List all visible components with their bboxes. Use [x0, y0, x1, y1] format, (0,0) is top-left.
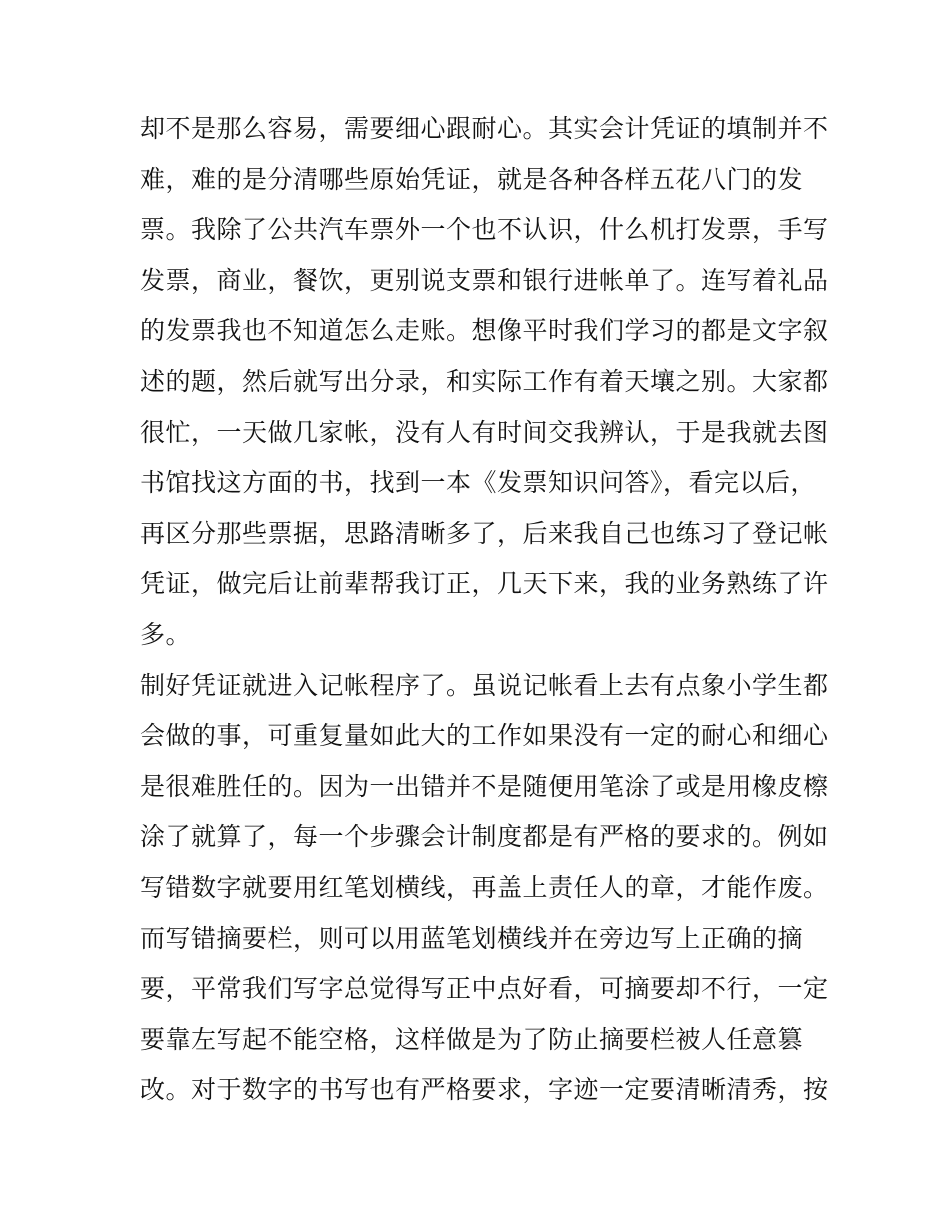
text-line: 述的题，然后就写出分录，和实际工作有着天壤之别。大家都: [140, 366, 829, 396]
text-line: 很忙，一天做几家帐，没有人有时间交我辨认，于是我就去图: [140, 417, 829, 447]
text-line: 再区分那些票据，思路清晰多了，后来我自己也练习了登记帐: [140, 518, 829, 548]
text-line: 发票，商业，餐饮，更别说支票和银行进帐单了。连写着礼品: [140, 265, 829, 295]
body-text: [140, 104, 830, 1116]
text-line: 却不是那么容易，需要细心跟耐心。其实会计凭证的填制并不: [140, 114, 829, 143]
text-line: 凭证，做完后让前辈帮我订正，几天下来，我的业务熟练了许: [140, 569, 829, 599]
text-line: 制好凭证就进入记帐程序了。虽说记帐看上去有点象小学生都: [140, 670, 829, 700]
text-line: 票。我除了公共汽车票外一个也不认识，什么机打发票，手写: [140, 215, 829, 245]
text-line: 要靠左写起不能空格，这样做是为了防止摘要栏被人任意篡: [140, 1024, 804, 1054]
text-line: 而写错摘要栏，则可以用蓝笔划横线并在旁边写上正确的摘: [140, 923, 804, 953]
text-line: 难，难的是分清哪些原始凭证，就是各种各样五花八门的发: [140, 164, 804, 194]
text-line: 多。: [140, 619, 192, 649]
text-line: 会做的事，可重复量如此大的工作如果没有一定的耐心和细心: [140, 721, 829, 751]
text-line: 改。对于数字的书写也有严格要求，字迹一定要清晰清秀，按: [140, 1075, 829, 1105]
text-line: 的发票我也不知道怎么走账。想像平时我们学习的都是文字叙: [140, 316, 829, 346]
text-line: 写错数字就要用红笔划横线，再盖上责任人的章，才能作废。: [140, 872, 829, 902]
text-line: 要，平常我们写字总觉得写正中点好看，可摘要却不行，一定: [140, 974, 829, 1004]
text-line: 是很难胜任的。因为一出错并不是随便用笔涂了或是用橡皮檫: [140, 771, 829, 801]
text-line: 涂了就算了，每一个步骤会计制度都是有严格的要求的。例如: [140, 822, 829, 852]
text-line: 书馆找这方面的书，找到一本《发票知识问答》，看完以后，: [140, 468, 817, 498]
